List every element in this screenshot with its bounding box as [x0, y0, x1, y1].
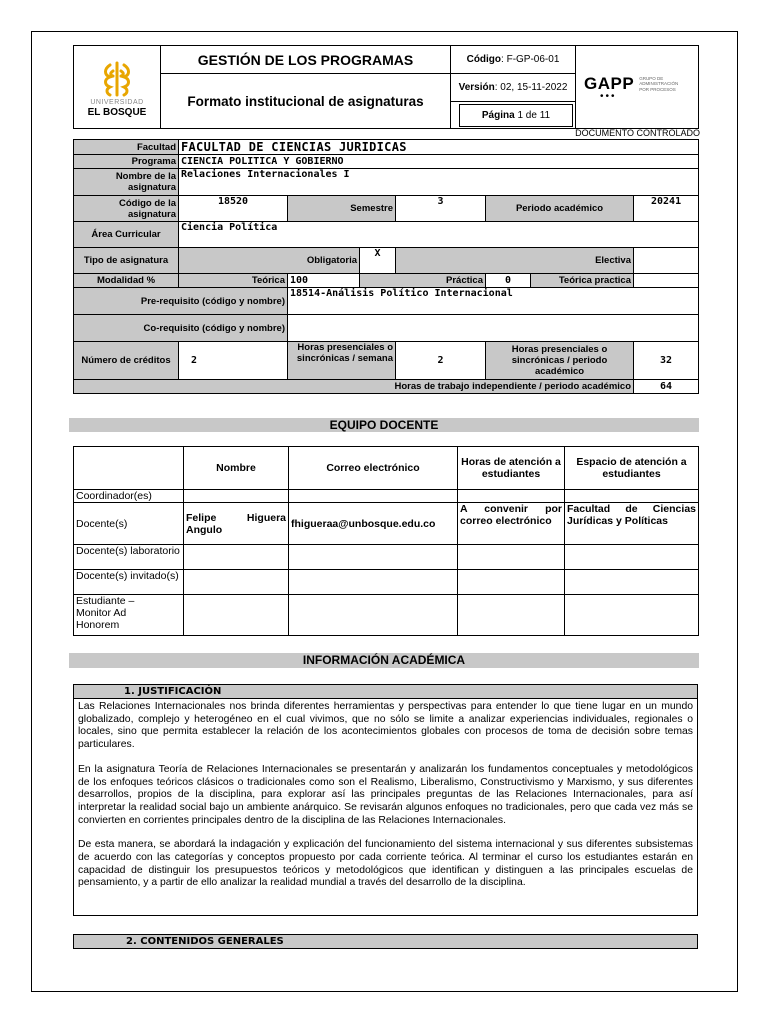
gapp-dots-icon: ••• [600, 91, 617, 102]
table-row [74, 545, 699, 570]
area-label: Área Curricular [74, 222, 179, 248]
team-hours [458, 490, 565, 503]
title-sub: Formato institucional de asignaturas [161, 74, 451, 129]
page-value: 1 de 11 [514, 109, 551, 121]
team-space [565, 570, 699, 595]
coreq-label-text: Co-requisito (código y nombre) [143, 322, 285, 334]
prereq-value: 18514-Análisis Político Internacional [288, 288, 699, 315]
code-value: : F-GP-06-01 [501, 54, 560, 65]
semestre-value: 3 [396, 196, 486, 222]
team-name [184, 595, 289, 636]
justification-body [74, 699, 697, 890]
practica-value: 0 [486, 274, 531, 288]
controlled-document: DOCUMENTO CONTROLADO [575, 128, 700, 138]
team-role: Docente(s) invitado(s) [74, 570, 184, 595]
team-header-email: Correo electrónico [289, 447, 458, 490]
creditos-value: 2 [179, 342, 288, 380]
team-header-row [74, 447, 699, 490]
justification-heading: 1. JUSTIFICACIÓN [74, 685, 697, 699]
justification-paragraph-1: Las Relaciones Internacionales nos brinda diferentes herramientas y perspectivas para entender lo que tiene lugar en un mundo globalizado, complejo y heterogéneo en el cual vivimos, que no sólo se limite a analizar experiencias individuales, regionales o locales, sino que permita establecer la relación de los acontecimientos globales con procesos de toma de decisión sobre temas particulares. [78, 701, 693, 751]
justification-paragraph-2: En la asignatura Teoría de Relaciones Internacionales se presentarán y analizarán los fundamentos conceptuales y metodológicos de los enfoques teóricos clásicos o tradicionales como son el Realismo, Liberalismo, Constructivismo y Marxismo, y sus diferentes desarrollos, propios de la disciplina, para explorar así las principales preguntas de las Relaciones Internacionales, para así interpretar la realidad social bajo un ambiente anárquico. Se revisarán algunos enfoques no tradicionales, pero que cada vez más se convierten en corrientes principales dentro de la disciplina de las Relaciones Internacionales. [78, 763, 693, 826]
team-email [289, 490, 458, 503]
creditos-label: Número de créditos [74, 342, 179, 380]
table-row [74, 595, 699, 636]
version-cell [451, 74, 576, 102]
team-email [289, 595, 458, 636]
area-value: Ciencia Política [179, 222, 699, 248]
coreq-label [74, 315, 288, 342]
teorica-practica-value [634, 274, 699, 288]
team-role: Coordinador(es) [74, 490, 184, 503]
team-role: Docente(s) laboratorio [74, 545, 184, 570]
version-label: Versión [458, 82, 495, 93]
teorica-value: 100 [288, 274, 360, 288]
prereq-label [74, 288, 288, 315]
codigo-value: 18520 [179, 196, 288, 222]
team-section-title: EQUIPO DOCENTE [69, 418, 699, 432]
version-value: : 02, 15-11-2022 [494, 82, 568, 93]
team-role: Docente(s) [74, 503, 184, 545]
horas-semana-label: Horas presenciales o sincrónicas / semana [288, 342, 396, 380]
teorica-practica-label: Teórica practica [531, 274, 634, 288]
programa-value: CIENCIA POLITICA Y GOBIERNO [179, 155, 699, 169]
university-logo [74, 46, 161, 129]
horas-semana-value: 2 [396, 342, 486, 380]
team-name [184, 570, 289, 595]
team-header-name: Nombre [184, 447, 289, 490]
gapp-logo-text: GAPP [584, 74, 635, 93]
horas-periodo-label: Horas presenciales o sincrónicas / periodo académico [486, 342, 634, 380]
horas-periodo-value: 32 [634, 342, 699, 380]
teorica-label: Teórica [179, 274, 288, 288]
university-crest-icon [100, 59, 134, 99]
university-top-text: UNIVERSIDAD [90, 98, 144, 106]
facultad-label: Facultad [74, 140, 179, 155]
team-name [184, 545, 289, 570]
team-hours [458, 545, 565, 570]
team-space [565, 490, 699, 503]
team-hours [458, 570, 565, 595]
team-hours: A convenir por correo electrónico [458, 503, 565, 545]
periodo-value: 20241 [634, 196, 699, 222]
team-name [184, 490, 289, 503]
code-label: Código [466, 54, 502, 65]
team-email[interactable]: fhigueraa@unbosque.edu.co [289, 503, 458, 545]
team-space [565, 545, 699, 570]
team-email [289, 545, 458, 570]
team-space: Facultad de Ciencias Jurídicas y Políticas [565, 503, 699, 545]
gapp-tagline: GRUPO DE ADMINISTRACIÓN POR PROCESOS [639, 75, 679, 92]
codigo-label: Código de la asignatura [74, 196, 179, 222]
table-row [74, 490, 699, 503]
team-header-role [74, 447, 184, 490]
gapp-logo [576, 46, 699, 129]
tipo-label: Tipo de asignatura [74, 248, 179, 274]
periodo-label: Periodo académico [486, 196, 634, 222]
page-cell [451, 102, 576, 129]
table-row [74, 570, 699, 595]
title-main: GESTIÓN DE LOS PROGRAMAS [161, 46, 451, 74]
table-row [74, 503, 699, 545]
horas-independiente-value: 64 [634, 380, 699, 394]
nombre-value: Relaciones Internacionales I [179, 169, 699, 196]
electiva-label: Electiva [396, 248, 634, 274]
semestre-label: Semestre [288, 196, 396, 222]
team-table [73, 446, 699, 636]
practica-label: Práctica [360, 274, 486, 288]
document-header [73, 45, 699, 129]
course-info-table [73, 139, 699, 394]
horas-independiente-label: Horas de trabajo independiente / periodo académico [74, 380, 634, 394]
page-label: Página [481, 109, 515, 121]
team-name: Felipe Higuera Angulo [184, 503, 289, 545]
prereq-label-text: Pre-requisito (código y nombre) [140, 295, 285, 307]
modalidad-label: Modalidad % [74, 274, 179, 288]
academic-section-title: INFORMACIÓN ACADÉMICA [69, 653, 699, 668]
coreq-value [288, 315, 699, 342]
justification-paragraph-3: De esta manera, se abordará la indagación y explicación del funcionamiento del sistema internacional y sus diferentes subsistemas de acuerdo con las categorías y conceptos propuesto por cada corriente teórica. Al terminar el curso los estudiantes estarán en capacidad de distinguir los presupuestos teóricos y metodológicos que identifican y distinguen a las principales escuelas de pensamiento, y a partir de ello analizar la realidad mundial a través del desarrollo de la disciplina. [78, 839, 693, 889]
contents-heading: 2. CONTENIDOS GENERALES [73, 934, 698, 949]
team-space [565, 595, 699, 636]
team-role: Estudiante – Monitor Ad Honorem [74, 595, 184, 636]
facultad-value: FACULTAD DE CIENCIAS JURIDICAS [179, 140, 699, 155]
team-email [289, 570, 458, 595]
team-header-space: Espacio de atención a estudiantes [565, 447, 699, 490]
nombre-label: Nombre de la asignatura [74, 169, 179, 196]
university-name: EL BOSQUE [87, 106, 147, 118]
justification-box [73, 684, 698, 916]
obligatoria-label: Obligatoria [179, 248, 360, 274]
programa-label: Programa [74, 155, 179, 169]
code-cell [451, 46, 576, 74]
electiva-value [634, 248, 699, 274]
obligatoria-value: X [360, 248, 396, 274]
team-hours [458, 595, 565, 636]
team-header-hours: Horas de atención a estudiantes [458, 447, 565, 490]
